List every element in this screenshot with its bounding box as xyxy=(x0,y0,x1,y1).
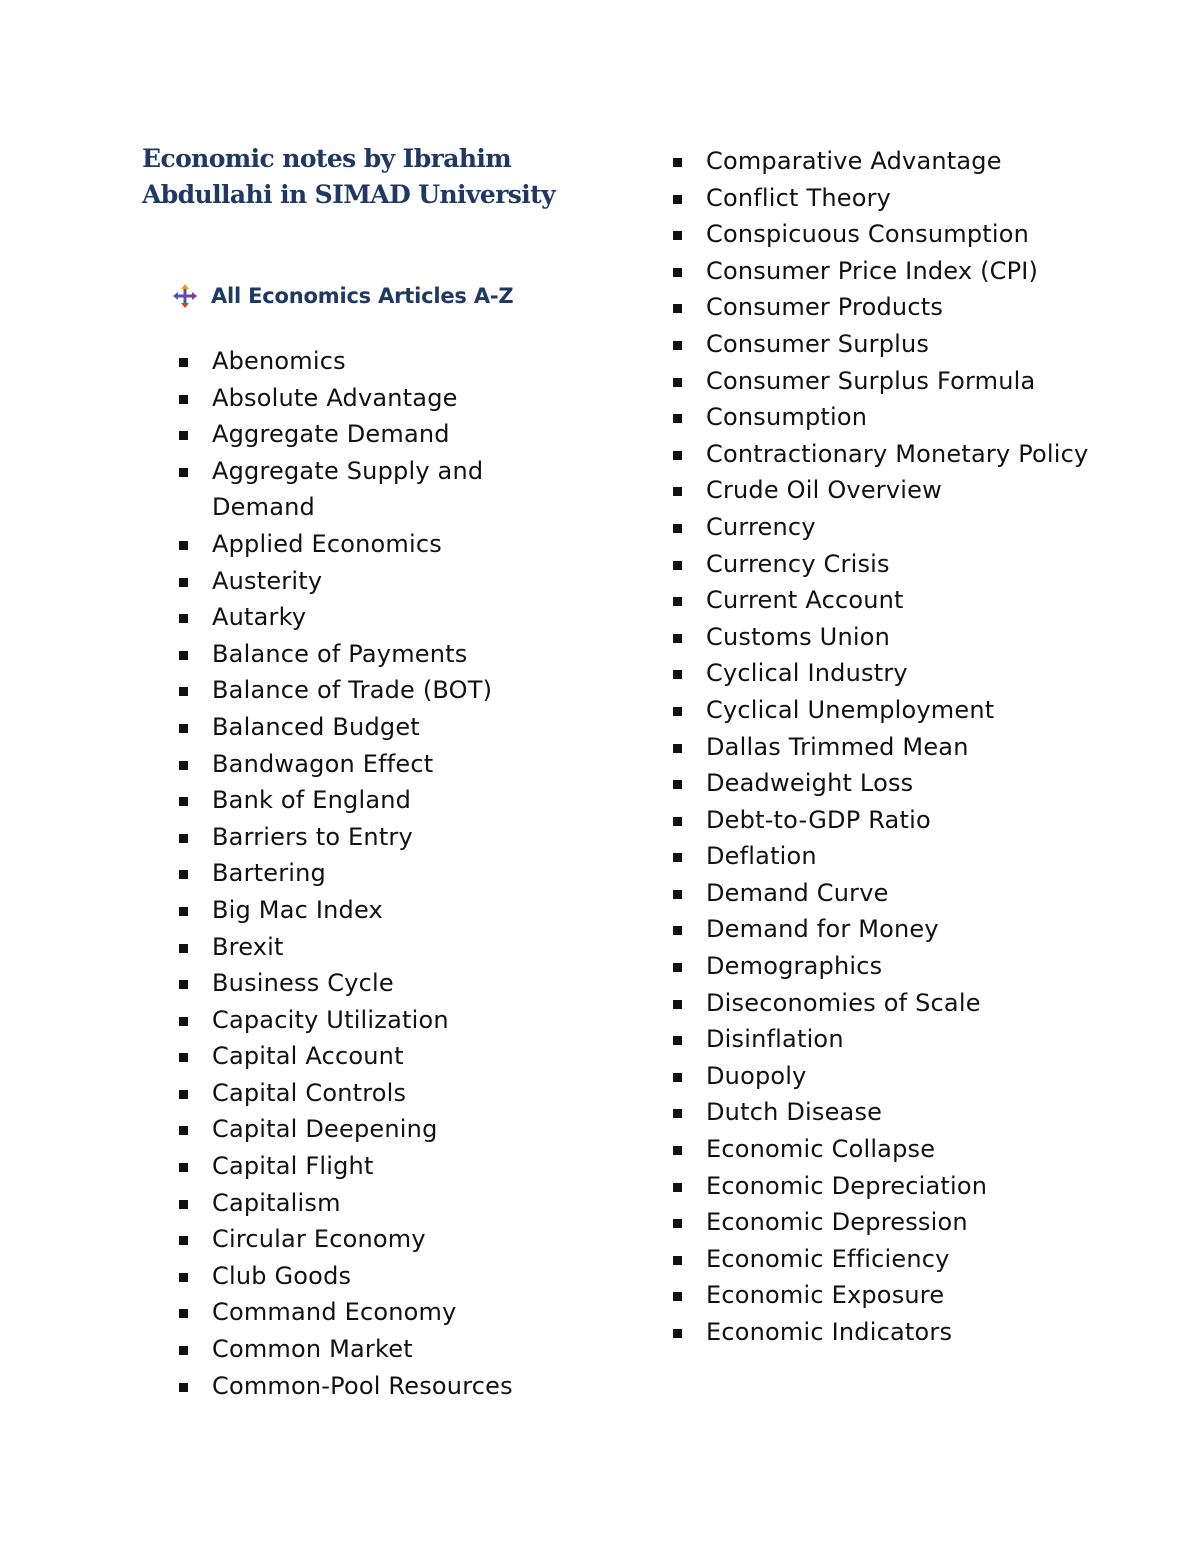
list-item xyxy=(176,1185,576,1222)
square-bullet-icon xyxy=(673,1329,682,1338)
square-bullet-icon xyxy=(179,1126,188,1135)
square-bullet-icon xyxy=(179,1309,188,1318)
square-bullet-icon xyxy=(673,304,682,313)
list-item-label: Balanced Budget xyxy=(212,712,420,741)
square-bullet-icon xyxy=(673,158,682,167)
list-item xyxy=(176,563,576,600)
list-item-label: Currency xyxy=(706,512,816,541)
list-item xyxy=(670,1314,1110,1351)
list-item-label: Deflation xyxy=(706,842,817,871)
list-item xyxy=(670,802,1110,839)
square-bullet-icon xyxy=(673,744,682,753)
section-heading xyxy=(173,284,513,308)
list-item-label: Capital Account xyxy=(212,1042,404,1071)
square-bullet-icon xyxy=(673,890,682,899)
square-bullet-icon xyxy=(673,1000,682,1009)
square-bullet-icon xyxy=(673,1036,682,1045)
list-item-label: Dallas Trimmed Mean xyxy=(706,732,969,761)
list-item-label: Currency Crisis xyxy=(706,549,890,578)
list-item xyxy=(176,855,576,892)
square-bullet-icon xyxy=(179,907,188,916)
list-item-label: Demographics xyxy=(706,952,883,981)
square-bullet-icon xyxy=(673,414,682,423)
list-item xyxy=(670,472,1110,509)
list-item-label: Contractionary Monetary Policy xyxy=(706,439,1089,468)
square-bullet-icon xyxy=(673,195,682,204)
list-item xyxy=(176,1221,576,1258)
list-item-label: Consumer Products xyxy=(706,293,944,322)
list-item xyxy=(176,453,576,526)
square-bullet-icon xyxy=(179,614,188,623)
square-bullet-icon xyxy=(179,687,188,696)
list-item xyxy=(670,253,1110,290)
list-item xyxy=(670,1204,1110,1241)
list-item xyxy=(670,655,1110,692)
square-bullet-icon xyxy=(179,1236,188,1245)
list-item-label: Capital Deepening xyxy=(212,1115,438,1144)
square-bullet-icon xyxy=(673,1292,682,1301)
list-item xyxy=(670,582,1110,619)
list-item-label: Common Market xyxy=(212,1335,413,1364)
list-item xyxy=(670,619,1110,656)
list-item xyxy=(176,416,576,453)
list-item xyxy=(670,729,1110,766)
list-item-label: Big Mac Index xyxy=(212,895,383,924)
list-item-label: Aggregate Demand xyxy=(212,420,450,449)
list-item xyxy=(176,929,576,966)
list-item-label: Capitalism xyxy=(212,1188,341,1217)
list-item-label: Barriers to Entry xyxy=(212,822,413,851)
square-bullet-icon xyxy=(673,1256,682,1265)
square-bullet-icon xyxy=(179,724,188,733)
list-item xyxy=(176,1294,576,1331)
square-bullet-icon xyxy=(673,561,682,570)
list-item-label: Balance of Payments xyxy=(212,639,468,668)
square-bullet-icon xyxy=(673,1146,682,1155)
list-item xyxy=(670,326,1110,363)
square-bullet-icon xyxy=(179,1090,188,1099)
list-item-label: Consumer Surplus Formula xyxy=(706,366,1036,395)
list-item-label: Brexit xyxy=(212,932,284,961)
list-item xyxy=(176,636,576,673)
list-item-label: Bank of England xyxy=(212,786,412,815)
list-item-label: Conspicuous Consumption xyxy=(706,220,1030,249)
list-item-label: Consumer Price Index (CPI) xyxy=(706,256,1039,285)
list-item-label: Absolute Advantage xyxy=(212,383,458,412)
list-item-label: Capital Controls xyxy=(212,1078,407,1107)
list-item xyxy=(176,1111,576,1148)
square-bullet-icon xyxy=(179,1346,188,1355)
list-item-label: Command Economy xyxy=(212,1298,457,1327)
list-item-label: Austerity xyxy=(212,566,323,595)
list-item xyxy=(670,289,1110,326)
square-bullet-icon xyxy=(673,707,682,716)
square-bullet-icon xyxy=(673,378,682,387)
list-item-label: Demand for Money xyxy=(706,915,939,944)
list-item xyxy=(670,546,1110,583)
list-item-label: Duopoly xyxy=(706,1061,807,1090)
list-item-label: Customs Union xyxy=(706,622,891,651)
square-bullet-icon xyxy=(179,1200,188,1209)
list-item-label: Bandwagon Effect xyxy=(212,749,434,778)
square-bullet-icon xyxy=(673,597,682,606)
square-bullet-icon xyxy=(179,1017,188,1026)
square-bullet-icon xyxy=(179,468,188,477)
list-item-label: Bartering xyxy=(212,859,326,888)
list-item-label: Autarky xyxy=(212,603,307,632)
list-item xyxy=(670,985,1110,1022)
list-item-label: Business Cycle xyxy=(212,969,394,998)
square-bullet-icon xyxy=(673,231,682,240)
square-bullet-icon xyxy=(673,926,682,935)
list-item xyxy=(176,1075,576,1112)
list-item xyxy=(176,672,576,709)
list-item-label: Economic Exposure xyxy=(706,1281,945,1310)
list-item-label: Consumer Surplus xyxy=(706,329,930,358)
list-item xyxy=(670,1241,1110,1278)
list-item xyxy=(176,1002,576,1039)
list-item xyxy=(670,765,1110,802)
list-item-label: Capital Flight xyxy=(212,1152,374,1181)
list-item-label: Abenomics xyxy=(212,347,346,375)
square-bullet-icon xyxy=(179,1383,188,1392)
list-item xyxy=(176,892,576,929)
list-item-label: Capacity Utilization xyxy=(212,1005,449,1034)
square-bullet-icon xyxy=(673,451,682,460)
list-item-label: Demand Curve xyxy=(706,878,889,907)
square-bullet-icon xyxy=(673,963,682,972)
list-item xyxy=(670,143,1110,180)
list-item xyxy=(176,1368,576,1405)
square-bullet-icon xyxy=(179,1273,188,1282)
list-item xyxy=(670,692,1110,729)
list-item-label: Consumption xyxy=(706,403,868,432)
square-bullet-icon xyxy=(179,431,188,440)
list-item xyxy=(670,180,1110,217)
list-item-label: Dutch Disease xyxy=(706,1098,883,1127)
list-item-label: Circular Economy xyxy=(212,1225,426,1254)
list-item-label: Debt-to-GDP Ratio xyxy=(706,805,931,834)
list-item xyxy=(176,1258,576,1295)
square-bullet-icon xyxy=(179,761,188,770)
square-bullet-icon xyxy=(179,1053,188,1062)
square-bullet-icon xyxy=(179,870,188,879)
list-item xyxy=(176,1331,576,1368)
list-item xyxy=(670,948,1110,985)
list-item xyxy=(670,1021,1110,1058)
square-bullet-icon xyxy=(179,834,188,843)
four-way-arrow-icon xyxy=(173,284,197,308)
list-item xyxy=(176,965,576,1002)
list-item-label: Economic Collapse xyxy=(706,1135,936,1164)
square-bullet-icon xyxy=(673,1073,682,1082)
list-item-label: Conflict Theory xyxy=(706,183,892,212)
list-item-label: Comparative Advantage xyxy=(706,147,1002,175)
list-item xyxy=(176,709,576,746)
list-item-label: Economic Depreciation xyxy=(706,1171,988,1200)
list-item xyxy=(176,819,576,856)
square-bullet-icon xyxy=(179,797,188,806)
square-bullet-icon xyxy=(673,524,682,533)
square-bullet-icon xyxy=(673,817,682,826)
list-item-label: Applied Economics xyxy=(212,529,442,558)
list-item-label: Disinflation xyxy=(706,1025,844,1054)
list-item-label: Economic Efficiency xyxy=(706,1244,950,1273)
list-item-label: Cyclical Unemployment xyxy=(706,695,995,724)
list-item xyxy=(176,1148,576,1185)
list-item-label: Cyclical Industry xyxy=(706,659,908,688)
list-item xyxy=(670,838,1110,875)
list-item-label: Crude Oil Overview xyxy=(706,476,942,505)
list-item-label: Economic Indicators xyxy=(706,1318,953,1346)
list-item-label: Club Goods xyxy=(212,1261,352,1290)
list-item-label: Common-Pool Resources xyxy=(212,1371,513,1400)
list-item xyxy=(176,1038,576,1075)
list-item xyxy=(670,1131,1110,1168)
list-item-label: Deadweight Loss xyxy=(706,769,914,798)
list-item-label: Current Account xyxy=(706,586,904,615)
square-bullet-icon xyxy=(673,1109,682,1118)
list-item xyxy=(670,216,1110,253)
list-item xyxy=(670,1094,1110,1131)
square-bullet-icon xyxy=(673,341,682,350)
square-bullet-icon xyxy=(673,1219,682,1228)
square-bullet-icon xyxy=(673,853,682,862)
list-item xyxy=(176,380,576,417)
square-bullet-icon xyxy=(179,980,188,989)
square-bullet-icon xyxy=(179,541,188,550)
square-bullet-icon xyxy=(179,395,188,404)
square-bullet-icon xyxy=(179,578,188,587)
square-bullet-icon xyxy=(673,634,682,643)
list-item xyxy=(670,436,1110,473)
section-heading-label: All Economics Articles A-Z xyxy=(211,284,514,308)
square-bullet-icon xyxy=(673,1183,682,1192)
list-item xyxy=(670,1168,1110,1205)
square-bullet-icon xyxy=(179,358,188,367)
square-bullet-icon xyxy=(673,780,682,789)
article-list-right xyxy=(670,143,1110,1351)
list-item xyxy=(670,363,1110,400)
list-item xyxy=(176,746,576,783)
list-item-label: Balance of Trade (BOT) xyxy=(212,676,493,705)
list-item xyxy=(670,875,1110,912)
square-bullet-icon xyxy=(673,487,682,496)
list-item xyxy=(670,1058,1110,1095)
list-item xyxy=(176,526,576,563)
list-item-label: Economic Depression xyxy=(706,1208,968,1237)
list-item xyxy=(176,599,576,636)
square-bullet-icon xyxy=(179,944,188,953)
square-bullet-icon xyxy=(179,1163,188,1172)
list-item xyxy=(670,509,1110,546)
page-title: Economic notes by Ibrahim Abdullahi in SIMAD University xyxy=(142,144,556,209)
list-item xyxy=(176,782,576,819)
article-list-left xyxy=(176,343,576,1404)
list-item-label: Aggregate Supply and Demand xyxy=(212,456,484,522)
list-item xyxy=(670,1277,1110,1314)
list-item xyxy=(176,343,576,380)
list-item xyxy=(670,911,1110,948)
list-item-label: Diseconomies of Scale xyxy=(706,988,981,1017)
square-bullet-icon xyxy=(673,268,682,277)
square-bullet-icon xyxy=(673,670,682,679)
list-item xyxy=(670,399,1110,436)
square-bullet-icon xyxy=(179,651,188,660)
